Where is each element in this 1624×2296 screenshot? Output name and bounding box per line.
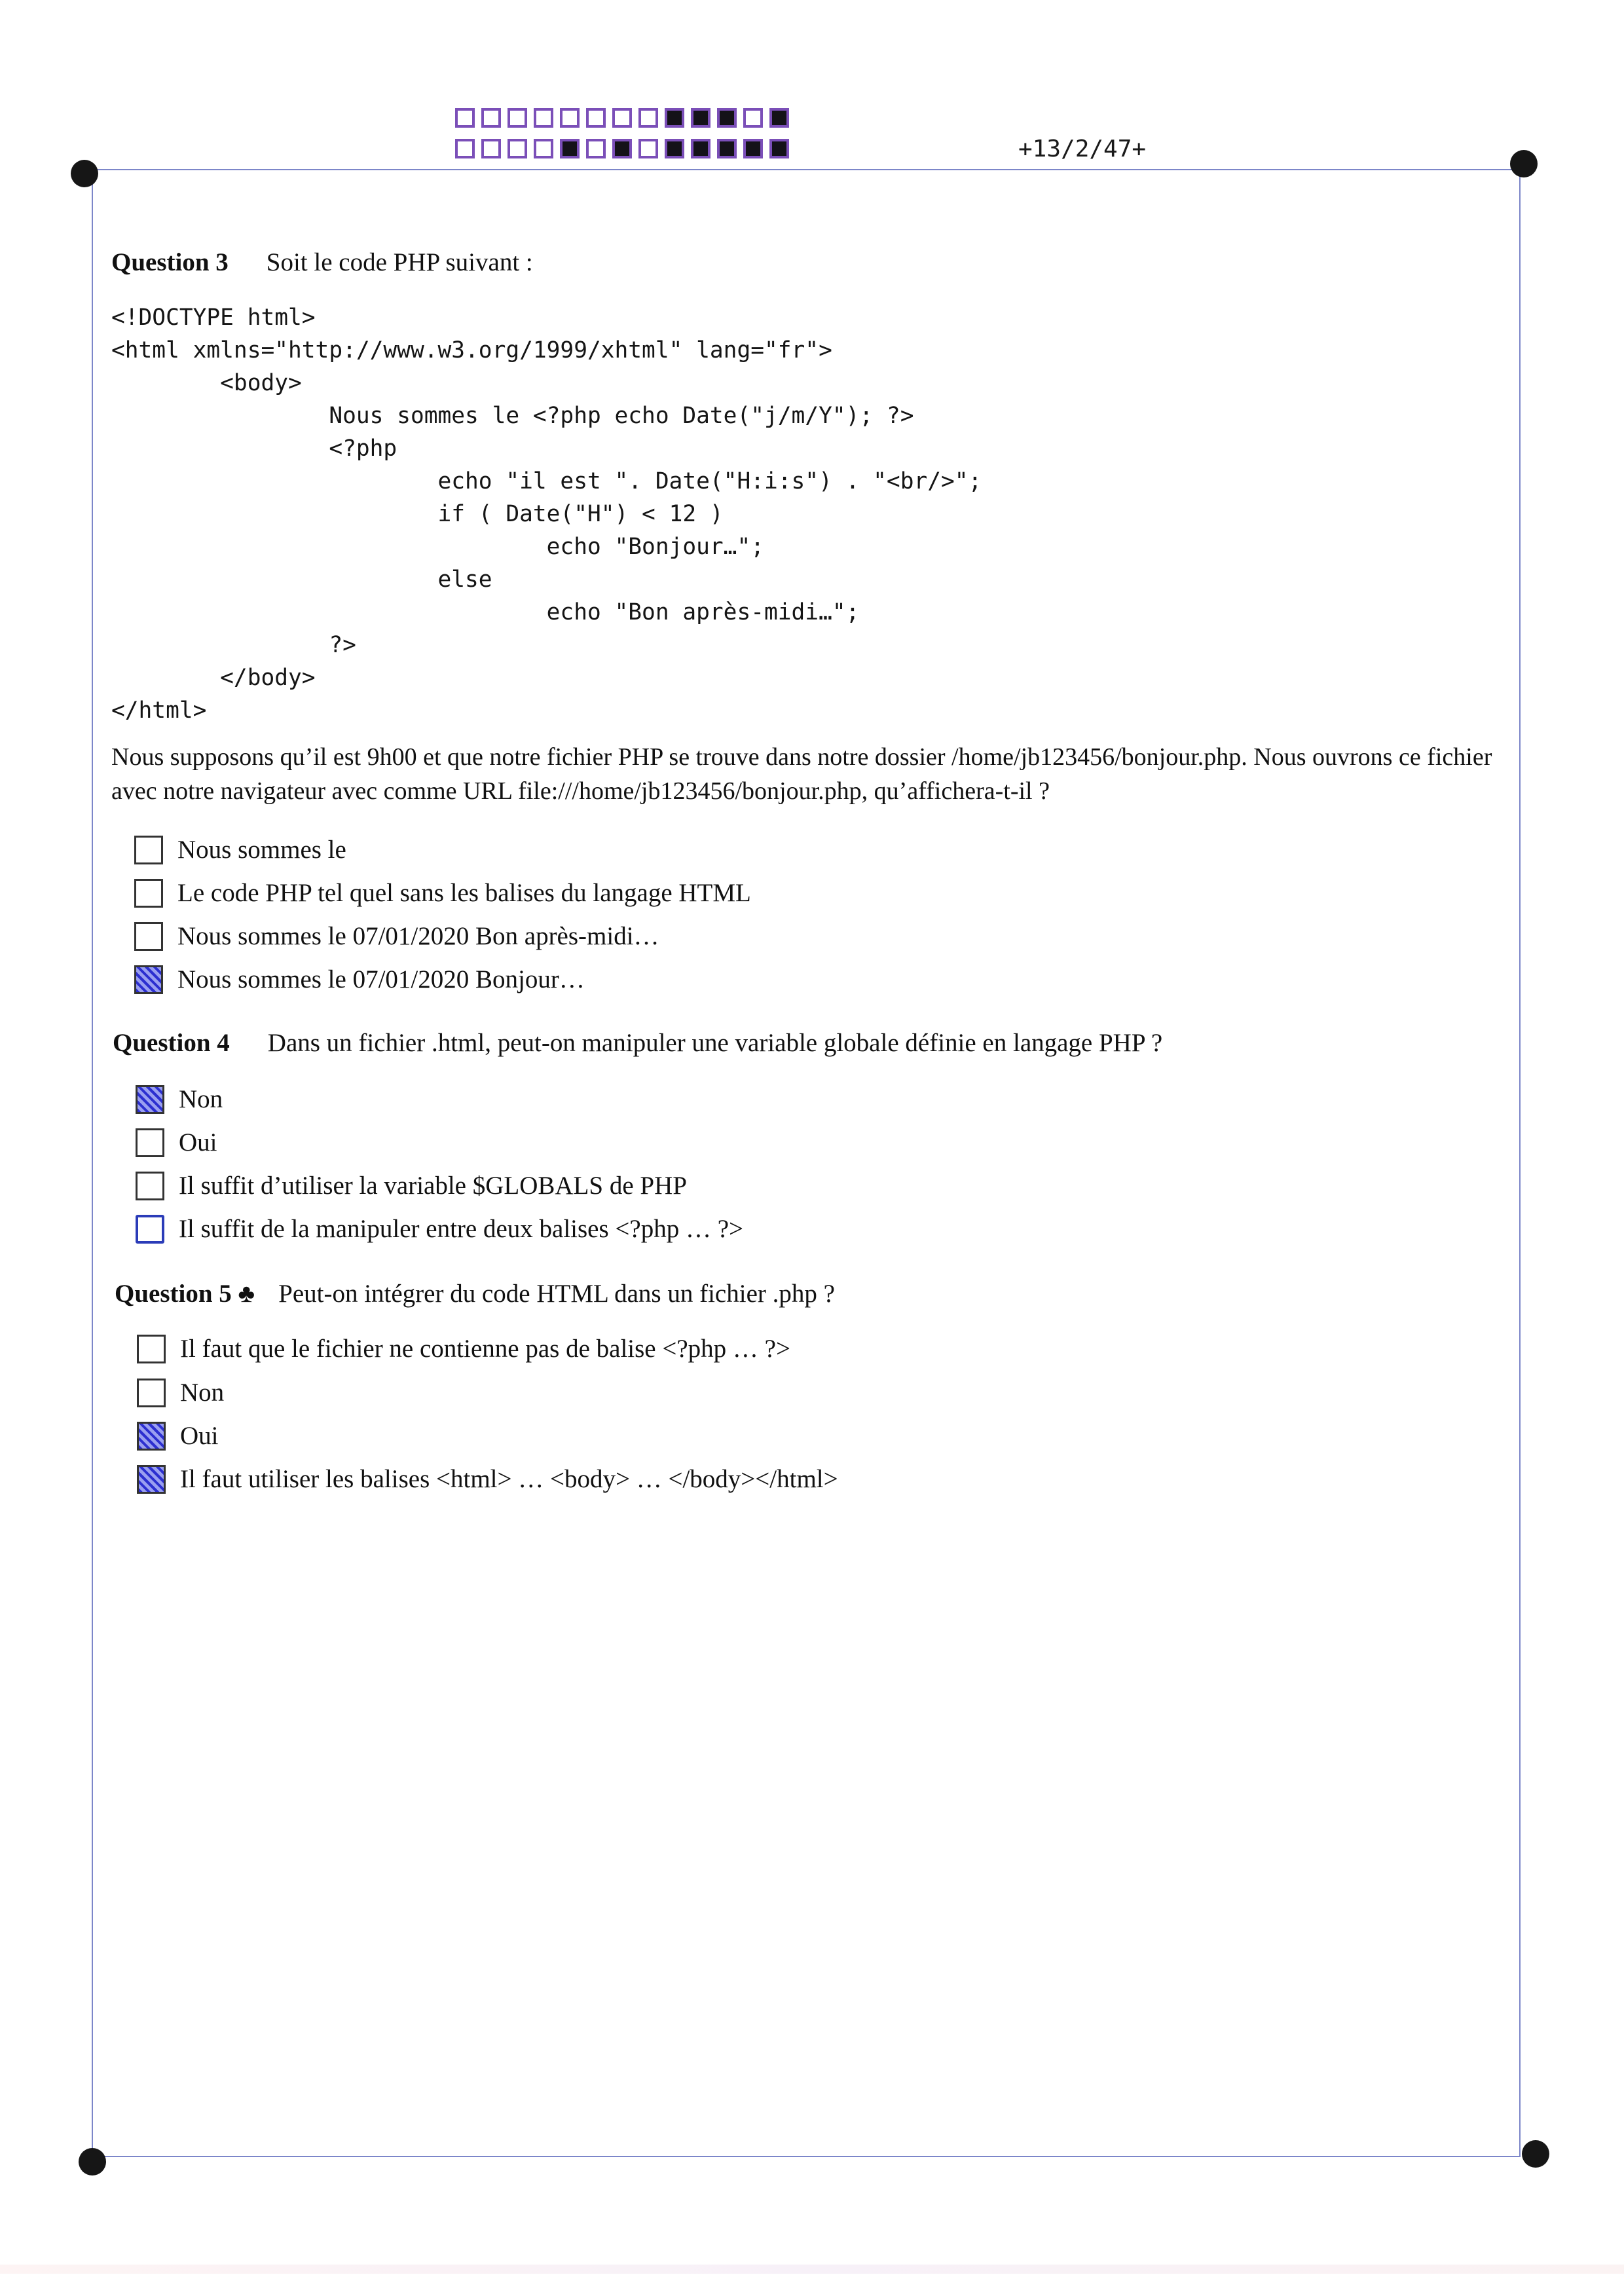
answer-option[interactable] <box>137 1421 219 1451</box>
grid-cell-empty <box>638 139 658 158</box>
answer-label: Il faut que le fichier ne contienne pas de balise <?php … ?> <box>180 1335 790 1363</box>
question-label: Question 3 <box>111 248 229 276</box>
grid-cell-filled <box>743 139 763 158</box>
answer-label: Il faut utiliser les balises <html> … <body> … </body></html> <box>180 1465 838 1493</box>
question-3-paragraph: Nous supposons qu’il est 9h00 et que notre fichier PHP se trouve dans notre dossier /home/jb123456/bonjour.php. Nous ouvrons ce fichier avec notre navigateur avec comme URL file:///home/jb123456/bonjour.php, qu’affichera-t-il ? <box>111 743 1492 805</box>
answer-label: Oui <box>180 1422 219 1450</box>
registration-mark-top-left <box>71 160 98 187</box>
code-grid-row-2 <box>455 139 796 158</box>
answer-option[interactable] <box>137 1334 790 1363</box>
grid-cell-filled <box>665 108 684 128</box>
code-line: <html xmlns="http://www.w3.org/1999/xhtml" lang="fr"> <box>111 337 832 363</box>
checkbox-checked[interactable] <box>137 1465 166 1494</box>
answer-option[interactable] <box>134 921 659 951</box>
code-line: echo "Bonjour…"; <box>111 534 764 560</box>
code-line: </html> <box>111 697 207 724</box>
question-text: Peut-on intégrer du code HTML dans un fichier .php ? <box>278 1280 835 1308</box>
answer-option[interactable] <box>134 965 585 994</box>
answer-label: Non <box>180 1379 225 1407</box>
php-code-block <box>111 301 982 727</box>
code-line: <!DOCTYPE html> <box>111 305 316 331</box>
question-text: Dans un fichier .html, peut-on manipuler une variable globale définie en langage PHP ? <box>267 1029 1163 1057</box>
scan-edge-strip <box>0 2265 1624 2274</box>
grid-cell-empty <box>743 108 763 128</box>
checkbox[interactable] <box>137 1379 166 1407</box>
answer-option[interactable] <box>136 1171 687 1200</box>
registration-mark-bottom-left <box>79 2148 106 2176</box>
question-text: Soit le code PHP suivant : <box>266 248 533 276</box>
grid-cell-empty <box>586 108 606 128</box>
grid-cell-empty <box>612 108 632 128</box>
checkbox[interactable] <box>134 836 163 864</box>
code-line: echo "il est ". Date("H:i:s") . "<br/>"; <box>111 468 982 494</box>
page-id: +13/2/47+ <box>1018 136 1147 162</box>
answer-label: Non <box>179 1085 223 1113</box>
answer-label: Le code PHP tel quel sans les balises du langage HTML <box>177 879 751 907</box>
checkbox[interactable] <box>137 1335 166 1363</box>
grid-cell-empty <box>455 108 475 128</box>
grid-cell-filled <box>691 108 710 128</box>
question-5-header <box>115 1279 835 1308</box>
grid-cell-filled <box>665 139 684 158</box>
answer-option[interactable] <box>136 1128 217 1157</box>
registration-mark-bottom-right <box>1522 2140 1549 2168</box>
question-label: Question 4 <box>113 1029 230 1057</box>
answer-label: Il suffit de la manipuler entre deux balises <?php … ?> <box>179 1215 744 1243</box>
grid-cell-empty <box>455 139 475 158</box>
answer-option[interactable] <box>137 1464 838 1494</box>
checkbox[interactable] <box>136 1172 164 1200</box>
grid-cell-empty <box>534 139 553 158</box>
answer-label: Il suffit d’utiliser la variable $GLOBALS de PHP <box>179 1172 687 1200</box>
grid-cell-empty <box>507 108 527 128</box>
answer-option[interactable] <box>134 878 751 908</box>
answer-option[interactable] <box>134 835 346 864</box>
checkbox[interactable] <box>136 1128 164 1157</box>
code-line: echo "Bon après-midi…"; <box>111 599 860 625</box>
code-line: else <box>111 566 492 593</box>
checkbox-corrected[interactable] <box>136 1215 164 1244</box>
code-grid-row-1 <box>455 108 796 128</box>
code-line: ?> <box>111 632 356 658</box>
question-label: Question 5 ♣ <box>115 1280 255 1308</box>
checkbox-checked[interactable] <box>136 1085 164 1114</box>
grid-cell-filled <box>717 108 737 128</box>
code-line: <?php <box>111 435 397 462</box>
code-line: if ( Date("H") < 12 ) <box>111 501 724 527</box>
grid-cell-empty <box>560 108 580 128</box>
grid-cell-filled <box>769 139 789 158</box>
answer-label: Nous sommes le 07/01/2020 Bonjour… <box>177 965 585 993</box>
grid-cell-empty <box>481 139 501 158</box>
question-4-header <box>113 1028 1162 1058</box>
grid-cell-empty <box>534 108 553 128</box>
grid-cell-filled <box>769 108 789 128</box>
grid-cell-filled <box>612 139 632 158</box>
answer-label: Oui <box>179 1128 217 1157</box>
grid-cell-empty <box>481 108 501 128</box>
answer-option[interactable] <box>137 1378 224 1407</box>
grid-cell-empty <box>586 139 606 158</box>
code-line: Nous sommes le <?php echo Date("j/m/Y"); ?> <box>111 403 914 429</box>
grid-cell-filled <box>691 139 710 158</box>
registration-mark-top-right <box>1510 150 1538 177</box>
code-line: </body> <box>111 665 316 691</box>
question-3-header <box>111 248 533 277</box>
grid-cell-empty <box>638 108 658 128</box>
grid-cell-filled <box>717 139 737 158</box>
checkbox-checked[interactable] <box>134 965 163 994</box>
answer-option[interactable] <box>136 1084 223 1114</box>
answer-label: Nous sommes le <box>177 836 346 864</box>
grid-cell-filled <box>560 139 580 158</box>
code-line: <body> <box>111 370 302 396</box>
answer-option[interactable] <box>136 1214 743 1244</box>
checkbox[interactable] <box>134 922 163 951</box>
grid-cell-empty <box>507 139 527 158</box>
checkbox[interactable] <box>134 879 163 908</box>
checkbox-checked[interactable] <box>137 1422 166 1451</box>
answer-label: Nous sommes le 07/01/2020 Bon après-midi… <box>177 922 659 950</box>
